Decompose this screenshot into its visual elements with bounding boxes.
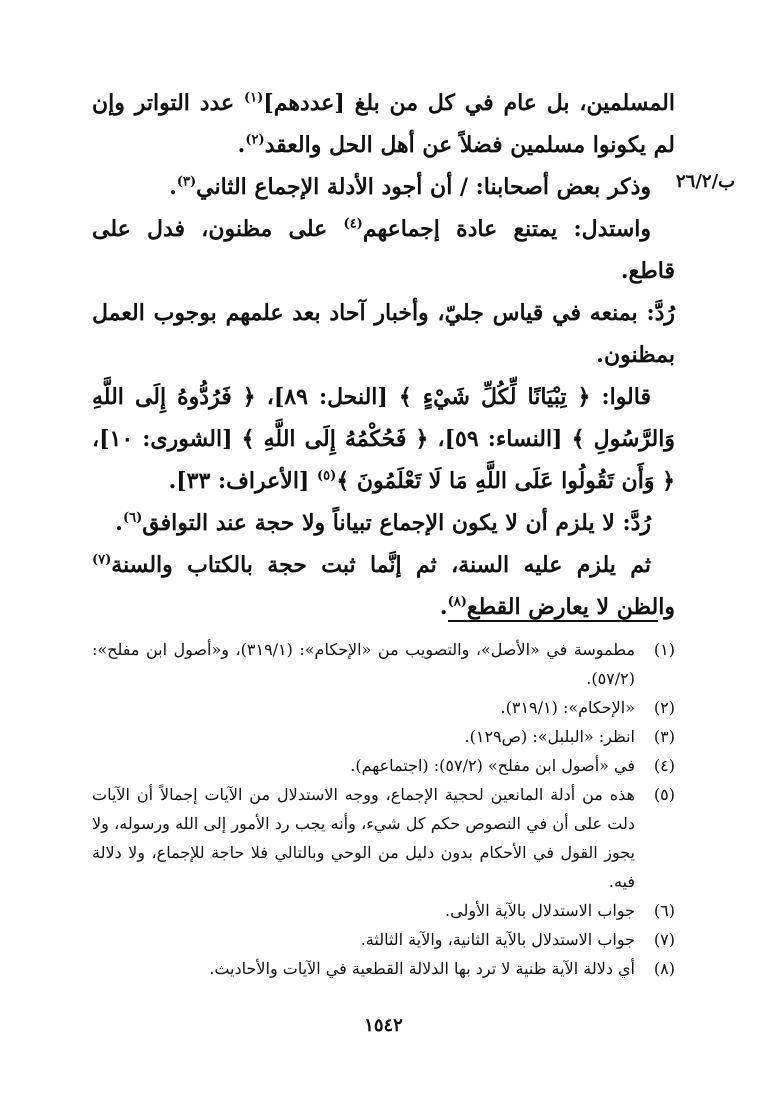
verse-reference-2: [النساء: ٥٩]، (428, 426, 572, 452)
footnote-number: (٣) (653, 727, 675, 746)
quran-verse-3: ﴿ فَحُكْمُهُ إِلَى اللَّهِ ﴾ (241, 426, 429, 452)
paragraph-4: رُدَّ: بمنعه في قياس جليّ، وأخبار آحاد بعد علمهم بوجوب العمل بمظنون. (92, 300, 675, 368)
footnote-marker-3: (٣) (176, 174, 197, 190)
footnote-marker-1: (١) (243, 90, 264, 106)
text-segment: ثم يلزم عليه السنة، ثم إنَّما ثبت حجة بالكتاب والسنة (111, 552, 651, 578)
footnote-number: (٥) (653, 785, 675, 804)
footnote-text: جواب الاستدلال بالآية الثانية، والآية الثالثة. (360, 930, 635, 949)
text-segment: عدد التواتر وإن لم يكونوا مسلمين فضلاً عن أهل الحل والعقد (92, 90, 675, 158)
footnote-marker-2: (٢) (245, 132, 265, 148)
footnote-separator (448, 620, 658, 622)
text-segment: رُدَّ: لا يلزم أن لا يكون الإجماع تبياناً ولا حجة عند التوافق (142, 510, 651, 536)
footnote-text: انظر: «البلبل»: (ص١٢٩). (464, 727, 635, 746)
footnote-3 (92, 722, 675, 751)
footnote-text: هذه من أدلة المانعين لحجية الإجماع، ووجه الاستدلال من الآيات إجمالاً أن الآيات دلت على أن في النصوص حكم كل شيء، وأنه يجب رد الأمور إلى الله ورسوله، ولا يجوز القول في الأحكام بدون دليل من الوحي وبالتالي فلا حاجة للإجماع، ولا دلالة فيه. (92, 785, 635, 891)
text-segment: قالوا: (590, 384, 651, 410)
paragraph-2 (92, 166, 675, 208)
footnote-number: (٢) (653, 698, 675, 717)
main-text (92, 82, 675, 628)
verse-reference-1: [النحل: ٨٩]، (255, 384, 399, 410)
paragraph-5 (92, 376, 675, 502)
footnotes (92, 635, 675, 983)
footnote-marker-8: (٨) (447, 594, 467, 610)
text-segment: واستدل: يمتنع عادة إجماعهم (362, 216, 651, 242)
text-segment: المسلمين، بل عام في كل من بلغ [عددهم] (263, 90, 675, 116)
quran-verse-2: ﴿ فَرُدُّوهُ إِلَى اللَّهِ وَالرَّسُولِ ﴾ (92, 384, 675, 452)
paragraph-3 (92, 208, 675, 292)
footnote-4 (92, 751, 675, 780)
footnote-7 (92, 925, 675, 954)
footnote-2 (92, 693, 675, 722)
footnote-6 (92, 896, 675, 925)
footnote-number: (٨) (653, 959, 675, 978)
footnote-number: (١) (653, 640, 675, 659)
text-segment: . (169, 174, 177, 200)
footnote-text: في «أصول ابن مفلح» (٥٧/٢): (اجتماعهم). (350, 756, 635, 775)
paragraph-1 (92, 82, 675, 166)
footnote-text: «الإحكام»: (٣١٩/١). (500, 698, 635, 717)
paragraph-6 (92, 502, 675, 544)
footnote-marker-4: (٤) (343, 216, 363, 232)
footnote-text: جواب الاستدلال بالآية الأولى. (445, 901, 635, 920)
footnote-marker-7: (٧) (92, 552, 112, 568)
text-segment: . (439, 594, 448, 620)
footnote-marker-6: (٦) (122, 510, 143, 526)
paragraph-7 (92, 544, 675, 628)
footnote-5 (92, 780, 675, 896)
footnote-1 (92, 635, 675, 693)
text-segment: وذكر بعض أصحابنا: / أن أجود الأدلة الإجماع الثاني (196, 174, 651, 200)
quran-verse-4: ﴿ وَأَن تَقُولُوا عَلَى اللَّهِ مَا لَا تَعْلَمُونَ ﴾ (336, 468, 675, 494)
quran-verse-1: ﴿ تِبْيَانًا لِّكُلِّ شَيْءٍ ﴾ (398, 384, 591, 410)
verse-reference-3: [الشورى: ١٠]، (92, 426, 242, 452)
text-segment: . (115, 510, 123, 536)
manuscript-folio-reference: ب/٢٦/٢ (676, 171, 736, 192)
text-segment: على مظنون، فدل على قاطع. (92, 216, 675, 284)
text-segment: . (237, 132, 246, 158)
footnote-number: (٧) (653, 930, 675, 949)
text-segment: والظن لا يعارض القطع (466, 594, 675, 620)
footnote-text: أي دلالة الآية ظنية لا ترد بها الدلالة القطعية في الآيات والأحاديث. (209, 959, 635, 978)
footnote-marker-5: (٥) (317, 468, 337, 484)
verse-reference-4: [الأعراف: ٣٣]. (168, 468, 318, 494)
footnote-number: (٤) (653, 756, 675, 775)
page-number: ١٥٤٢ (364, 1015, 403, 1036)
footnote-8 (92, 954, 675, 983)
footnote-number: (٦) (653, 901, 675, 920)
footnote-text: مطموسة في «الأصل»، والتصويب من «الإحكام»: (٣١٩/١)، و«أصول ابن مفلح»: (٥٧/٢). (92, 640, 635, 688)
